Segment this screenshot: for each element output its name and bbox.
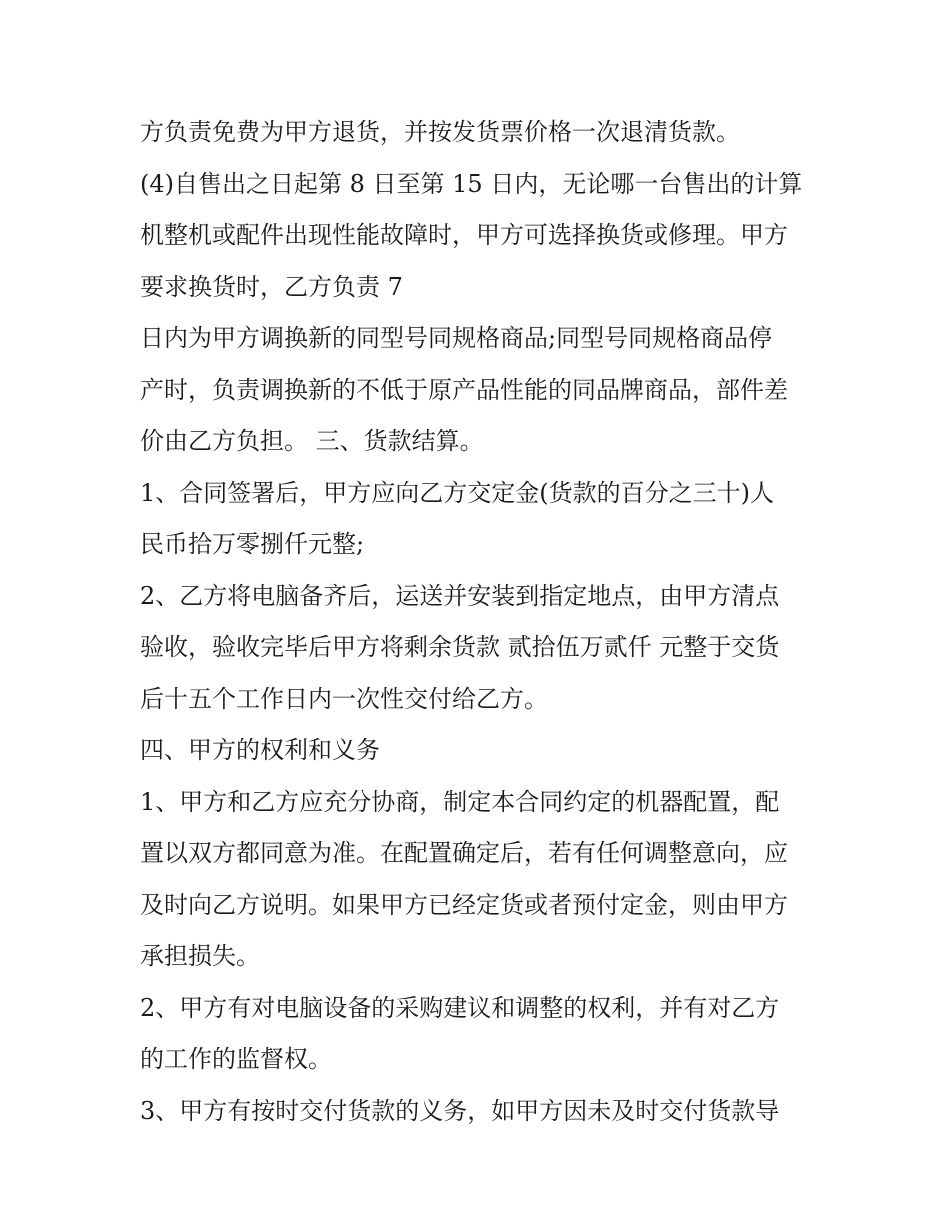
text-line: 2、甲方有对电脑设备的采购建议和调整的权利，并有对乙方	[140, 993, 780, 1022]
text-line: 后十五个工作日内一次性交付给乙方。	[140, 684, 548, 713]
text-line: 要求换货时，乙方负责 7	[140, 272, 403, 301]
text-line: 置以双方都同意为准。在配置确定后，若有任何调整意向，应	[140, 839, 788, 867]
section-heading: 四、甲方的权利和义务	[140, 736, 380, 764]
text-line: 产时，负责调换新的不低于原产品性能的同品牌商品，部件差	[140, 375, 788, 404]
text-line: (4)自售出之日起第 8 日至第 15 日内，无论哪一台售出的计算	[140, 169, 803, 198]
text-line: 机整机或配件出现性能故障时，甲方可选择换货或修理。甲方	[140, 221, 788, 249]
text-line: 方负责免费为甲方退货，并按发货票价格一次退清货款。	[140, 118, 740, 146]
text-line: 的工作的监督权。	[140, 1045, 332, 1073]
text-line: 验收，验收完毕后甲方将剩余货款 贰拾伍万贰仟 元整于交货	[140, 633, 780, 661]
text-line: 1、合同签署后，甲方应向乙方交定金(货款的百分之三十)人	[140, 478, 774, 507]
text-line: 价由乙方负担。 三、货款结算。	[140, 427, 484, 455]
text-line: 日内为甲方调换新的同型号同规格商品;同型号同规格商品停	[140, 324, 773, 352]
text-line: 2、乙方将电脑备齐后，运送并安装到指定地点，由甲方清点	[140, 581, 780, 610]
text-line: 3、甲方有按时交付货款的义务，如甲方因未及时交付货款导	[140, 1096, 780, 1125]
text-line: 1、甲方和乙方应充分协商，制定本合同约定的机器配置，配	[140, 787, 780, 816]
text-line: 承担损失。	[140, 942, 260, 970]
text-line: 民币拾万零捌仟元整;	[140, 530, 365, 558]
contract-text	[140, 107, 830, 1137]
text-line: 及时向乙方说明。如果甲方已经定货或者预付定金，则由甲方	[140, 890, 788, 919]
